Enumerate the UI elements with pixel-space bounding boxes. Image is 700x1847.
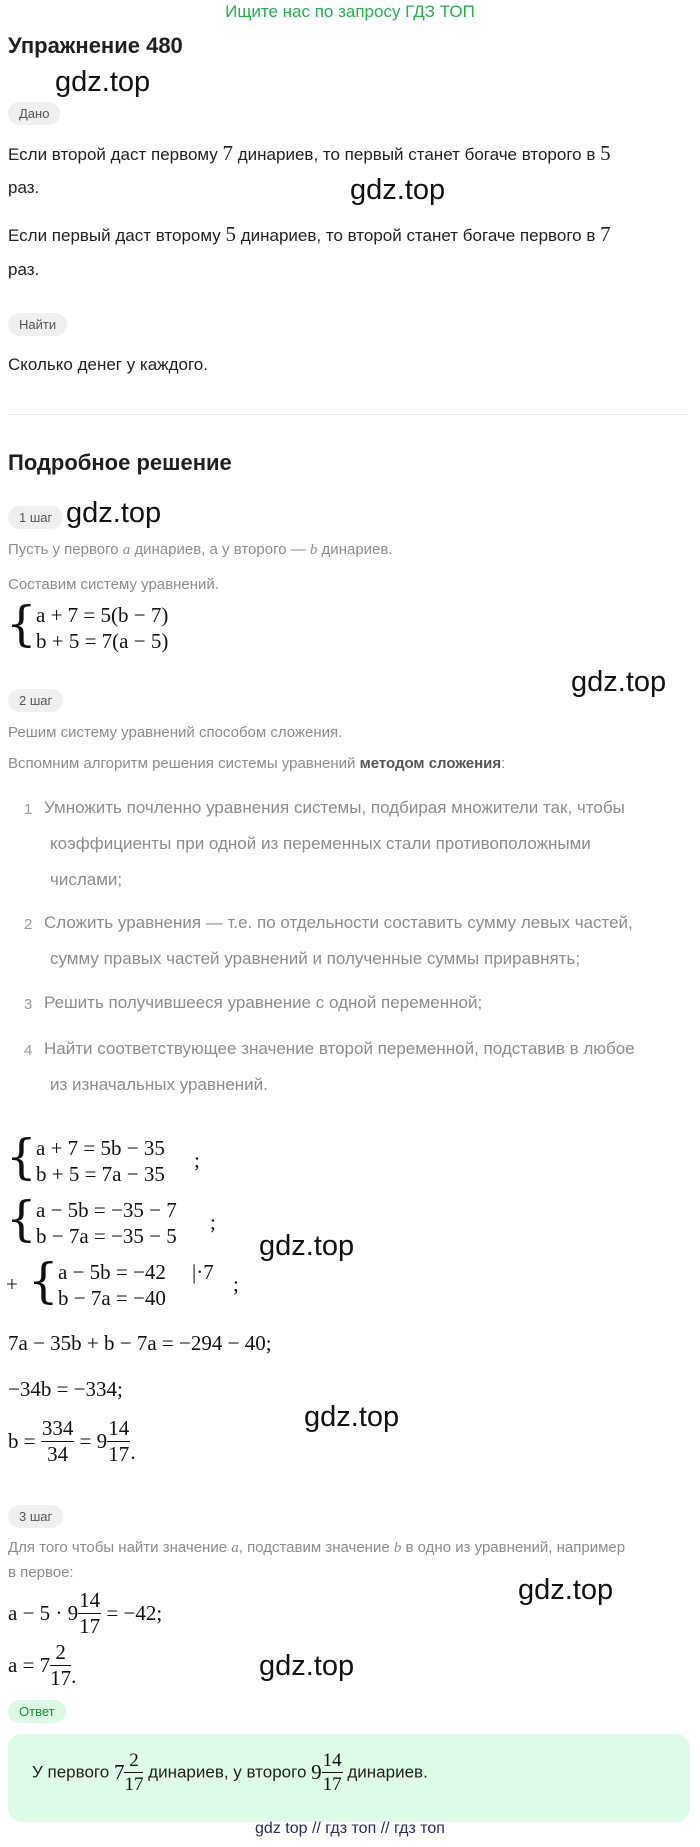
equation: a + 7 = 5b − 35 xyxy=(36,1136,165,1160)
equation: b − 7a = −35 − 5 xyxy=(36,1224,177,1248)
step-1-label: 1 шаг xyxy=(8,506,63,529)
equation: a − 5b = −42 xyxy=(58,1260,166,1284)
watermark: gdz.top xyxy=(259,1230,355,1262)
watermark: gdz.top xyxy=(55,66,151,98)
top-banner: Ищите нас по запросу ГДЗ ТОП xyxy=(225,2,475,21)
watermark: gdz.top xyxy=(259,1650,355,1682)
step-3-label: 3 шаг xyxy=(8,1505,63,1528)
step-1-text-2: Составим систему уравнений. xyxy=(8,576,219,593)
step-2-label: 2 шаг xyxy=(8,689,63,712)
semicolon: ; xyxy=(210,1210,216,1234)
equation: b + 5 = 7(a − 5) xyxy=(36,629,169,653)
equation: −34b = −334; xyxy=(8,1377,123,1401)
equation: b + 5 = 7a − 35 xyxy=(36,1162,165,1186)
watermark: gdz.top xyxy=(350,174,446,206)
list-item: числами; xyxy=(50,870,123,889)
watermark: gdz.top xyxy=(571,666,667,698)
given-line-2: Если первый даст второму 5 динариев, то второй станет богаче первого в 7 xyxy=(8,222,611,246)
list-item: сумму правых частей уравнений и полученные суммы приравнять; xyxy=(50,949,581,968)
answer-text: У первого 7 $\frac{2}{17}$ динариев, у второго 9 $\frac{14}{17}$ динариев. xyxy=(32,1750,428,1795)
find-label: Найти xyxy=(8,313,67,336)
equation: b − 7a = −40 xyxy=(58,1286,166,1310)
list-item: коэффициенты при одной из переменных стали противоположными xyxy=(50,834,591,853)
list-number: 2 xyxy=(24,916,33,933)
given-line-1-end: раз. xyxy=(8,178,40,197)
given-label: Дано xyxy=(8,102,60,125)
solution-title: Подробное решение xyxy=(8,450,232,475)
list-item: Умножить почленно уравнения системы, подбирая множители так, чтобы xyxy=(44,798,625,817)
step-1-text: Пусть у первого a динариев, а у второго — b динариев. xyxy=(8,541,393,558)
list-item: из изначальных уравнений. xyxy=(50,1075,268,1094)
answer-label: Ответ xyxy=(8,1700,66,1723)
step-3-text: Для того чтобы найти значение a, подставим значение b в одно из уравнений, например xyxy=(8,1539,626,1556)
system-brace: { xyxy=(6,1129,37,1185)
step-3-text-2: в первое: xyxy=(8,1564,74,1581)
list-number: 4 xyxy=(24,1042,33,1059)
step-2-text-2: Вспомним алгоритм решения системы уравнений методом сложения: xyxy=(8,755,506,772)
given-line-2-end: раз. xyxy=(8,260,40,279)
semicolon: ; xyxy=(194,1148,200,1172)
list-item: Решить получившееся уравнение с одной переменной; xyxy=(44,993,483,1012)
step-2-text-1: Решим систему уравнений способом сложения. xyxy=(8,724,343,741)
equation: a + 7 = 5(b − 7) xyxy=(36,603,169,627)
find-text: Сколько денег у каждого. xyxy=(8,355,208,374)
watermark: gdz.top xyxy=(304,1401,400,1433)
plus-sign: + xyxy=(6,1272,18,1296)
a-result: a = 7 $\frac{2}{17}$ . xyxy=(8,1640,77,1690)
list-number: 1 xyxy=(24,801,33,818)
system-brace: { xyxy=(6,596,37,652)
system-brace: { xyxy=(6,1191,37,1247)
exercise-title: Упражнение 480 xyxy=(8,33,183,58)
multiplier: |·7 xyxy=(192,1260,214,1284)
semicolon: ; xyxy=(233,1272,239,1296)
equation: a − 5b = −35 − 7 xyxy=(36,1198,177,1222)
list-item: Найти соответствующее значение второй переменной, подставив в любое xyxy=(44,1039,635,1058)
list-number: 3 xyxy=(24,996,33,1013)
section-divider xyxy=(8,414,688,415)
a-equation: a − 5 · 9 $\frac{14}{17}$ = −42; xyxy=(8,1588,163,1638)
watermark: gdz.top xyxy=(518,1574,614,1606)
b-result: b = $\frac{334}{34}$ = 9 $\frac{14}{17}$ . xyxy=(8,1416,136,1466)
equation: 7a − 35b + b − 7a = −294 − 40; xyxy=(8,1331,272,1355)
footer-links[interactable]: gdz top // гдз топ // гдз топ xyxy=(255,1820,445,1837)
system-brace: { xyxy=(28,1253,59,1309)
given-line-1: Если второй даст первому 7 динариев, то первый станет богаче второго в 5 xyxy=(8,141,611,165)
watermark: gdz.top xyxy=(66,497,162,529)
list-item: Сложить уравнения — т.е. по отдельности составить сумму левых частей, xyxy=(44,913,633,932)
